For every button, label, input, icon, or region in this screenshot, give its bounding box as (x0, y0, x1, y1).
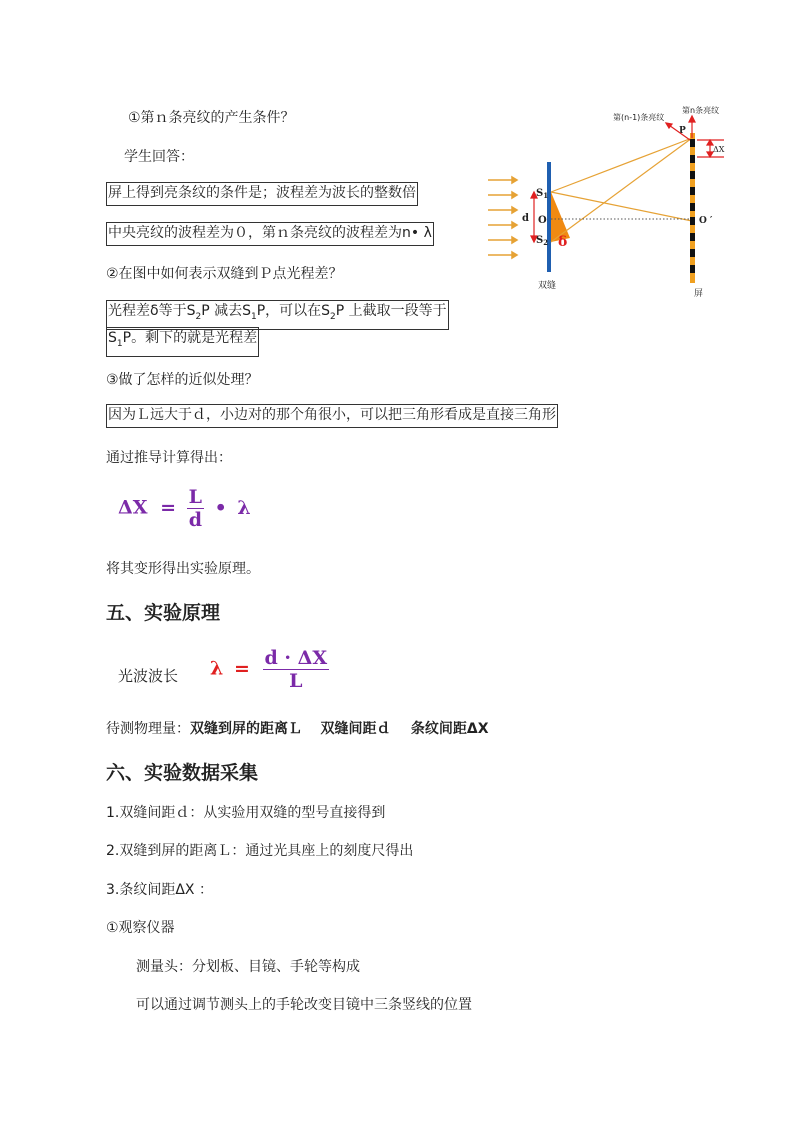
question-2: ②在图中如何表示双缝到Ｐ点光程差？ (106, 266, 343, 282)
slit-label: 双缝 (538, 281, 557, 291)
screen-plate (690, 133, 695, 283)
o-prime-label: O ′ (699, 216, 713, 226)
adjust-wheel: 可以通过调节测头上的手轮改变目镜中三条竖线的位置 (136, 997, 472, 1013)
p-label: P (679, 126, 686, 136)
wavelength-label: 光波波长 (118, 667, 179, 685)
derive-text: 通过推导计算得出： (106, 450, 232, 466)
answer-box-approximation: 因为Ｌ远大于ｄ，小边对的那个角很小，可以把三角形看成是直接三角形 (106, 404, 558, 428)
answer-box-optical-path-line1: 光程差δ等于$S_2P$ 减去$S_1P$，可以在$S_2P$ 上截取一段等于 (106, 300, 449, 330)
formula-fraction-2: $\frac{d \cdot \Delta X}{L}$ (264, 647, 328, 692)
light-rays (551, 138, 692, 242)
s2-label: $S_2$ (536, 235, 549, 247)
formula-fraction: $\frac{L}{d}$ (188, 486, 203, 531)
formula-fringe-spacing: ΔX = $\frac{L}{d}$ • λ (118, 486, 251, 531)
delta-x-label: ΔX (713, 145, 725, 154)
incident-light-arrows (488, 177, 517, 258)
label-n-fringe: 第n条亮纹 (682, 106, 720, 115)
d-label: d (522, 213, 529, 224)
section-heading-principle: 五、实验原理 (106, 602, 221, 624)
delta-label: δ (558, 234, 568, 250)
measured-quantities: 待测物理量：双缝到屏的距离Ｌ 双缝间距ｄ 条纹间距ΔX (106, 721, 489, 737)
s1-label: $S_1$ (536, 188, 549, 200)
question-3: ③做了怎样的近似处理？ (106, 372, 259, 388)
section-heading-data: 六、实验数据采集 (106, 762, 259, 784)
answer-box-optical-path-line2: $S_1P$。剩下的就是光程差 (106, 327, 259, 357)
item-slit-spacing: 1.双缝间距ｄ：从实验用双缝的型号直接得到 (106, 805, 386, 821)
screen-label: 屏 (694, 289, 704, 299)
formula-wavelength: λ = $\frac{d \cdot \Delta X}{L}$ (210, 647, 328, 692)
question-1: ①第ｎ条亮纹的产生条件？ (128, 110, 295, 126)
transform-text: 将其变形得出实验原理。 (106, 561, 260, 577)
double-slit-diagram (480, 105, 740, 305)
observe-instrument: ①观察仪器 (106, 920, 175, 936)
item-screen-distance: 2.双缝到屏的距离Ｌ：通过光具座上的刻度尺得出 (106, 843, 414, 859)
measuring-head: 测量头：分划板、目镜、手轮等构成 (136, 959, 360, 975)
label-n-minus-1-fringe: 第(n-1)条亮纹 (613, 113, 665, 122)
o-label: O (538, 215, 547, 226)
answer-box-bright-fringe: 屏上得到亮条纹的条件是；波程差为波长的整数倍 (106, 182, 418, 206)
student-answer-label: 学生回答： (124, 149, 194, 165)
slit-plate (547, 162, 551, 272)
answer-box-path-difference: 中央亮纹的波程差为０，第ｎ条亮纹的波程差为n• λ (106, 222, 434, 246)
item-fringe-spacing: 3.条纹间距ΔX ： (106, 882, 213, 898)
